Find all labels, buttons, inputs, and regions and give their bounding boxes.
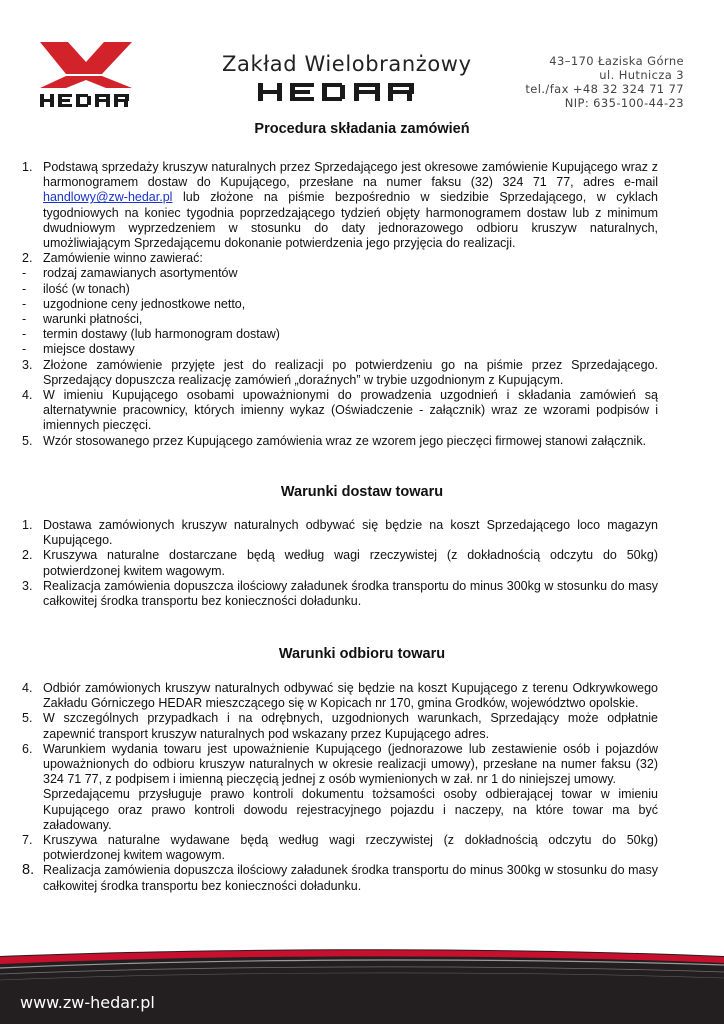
bullet-text: miejsce dostawy — [43, 342, 135, 357]
item-number: 1. — [22, 518, 33, 532]
item-number: 5. — [22, 433, 33, 448]
item-number: 7. — [22, 833, 33, 848]
pickup-terms-list — [22, 681, 658, 894]
item-text: Odbiór zamówionych kruszyw naturalnych odbywać się będzie na koszt Kupującego z terenu Odkrywkowego Zakładu Górniczego HEDAR mieszczącego się w Kopicach nr 170, gmina Grodków, województwo opolskie. — [43, 681, 658, 711]
list-item — [22, 742, 658, 788]
list-item — [22, 251, 658, 266]
item-number: 3. — [22, 357, 33, 372]
address-line: 43–170 Łaziska Górne — [549, 54, 684, 68]
bullet-dash: - — [22, 281, 27, 296]
bullet-item — [22, 312, 658, 327]
item-text: Realizacja zamówienia dopuszcza ilościowy załadunek środka transportu do minus 300kg w stosunku do masy całkowitej środka transportu bez konieczności doładunku. — [43, 863, 658, 893]
section-title-order-procedure: Procedura składania zamówień — [254, 121, 470, 137]
bullet-item — [22, 282, 658, 297]
company-address — [525, 54, 684, 110]
item-number: 1. — [22, 160, 33, 174]
item-text: Warunkiem wydania towaru jest upoważnienie Kupującego (jednorazowe lub zestawienie osób i pojazdów upoważnionych do odbioru kruszyw naturalnych w okresie realizacji umowy), przesłane na numer faksu (32) 324 71 77, z podpisem i imienną pieczęcią jednej z osób wymienionych w zał. nr 1 do niniejszej umowy. — [43, 741, 658, 787]
list-item — [22, 833, 658, 863]
tax-id: NIP: 635-100-44-23 — [564, 96, 684, 110]
item-text: Kruszywa naturalne wydawane będą według wagi rzeczywistej (z dokładnością odczytu do 50kg) potwierdzonej kwitem wagowym. — [43, 833, 658, 863]
item-text: Wzór stosowanego przez Kupującego zamówienia wraz ze wzorem jego pieczęci firmowej stanowi załącznik. — [43, 433, 647, 448]
item-text: Zamówienie winno zawierać: — [43, 251, 203, 266]
bullet-dash: - — [22, 327, 27, 342]
item-number: 5. — [22, 711, 33, 726]
list-item-continuation — [22, 787, 658, 833]
bullet-item — [22, 297, 658, 312]
list-item — [22, 434, 658, 449]
footer-website-link[interactable]: www.zw-hedar.pl — [20, 993, 155, 1012]
item-number: 6. — [22, 741, 33, 756]
item-number: 2. — [22, 251, 33, 266]
item-text: Dostawa zamówionych kruszyw naturalnych odbywać się będzie na koszt Sprzedającego loco magazyn Kupującego. — [43, 518, 658, 548]
item-number: 2. — [22, 548, 33, 563]
phone-fax: tel./fax +48 32 324 71 77 — [525, 82, 684, 96]
item-text: Realizacja zamówienia dopuszcza ilościowy załadunek środka transportu do minus 300kg w stosunku do masy całkowitej środka transportu bez konieczności doładunku. — [43, 578, 658, 609]
section-title-pickup-terms: Warunki odbioru towaru — [278, 646, 446, 662]
bullet-dash: - — [22, 312, 27, 327]
address-line: ul. Hutnicza 3 — [599, 68, 684, 82]
list-item — [22, 681, 658, 711]
item-number: 4. — [22, 681, 33, 695]
hedar-wordmark — [258, 83, 420, 101]
bullet-item — [22, 342, 658, 357]
item-text: Sprzedającemu przysługuje prawo kontroli dokumentu tożsamości osoby odbierającej towar w imieniu Kupującego oraz prawo kontroli dowodu rejestracyjnego pojazdu i naczepy, na które towar ma być załadowany. — [43, 787, 658, 832]
bullet-text: ilość (w tonach) — [43, 281, 130, 296]
list-item — [22, 358, 658, 388]
bullet-dash: - — [22, 342, 27, 357]
section-title-delivery-terms: Warunki dostaw towaru — [280, 484, 444, 500]
list-item — [22, 388, 658, 434]
bullet-dash: - — [22, 296, 27, 311]
bullet-text: uzgodnione ceny jednostkowe netto, — [43, 296, 246, 311]
item-text — [43, 160, 658, 251]
list-item — [22, 160, 658, 251]
item-number: 4. — [22, 388, 33, 403]
bullet-text: warunki płatności, — [43, 312, 143, 327]
item-text: Kruszywa naturalne dostarczane będą według wagi rzeczywistej (z dokładnością odczytu do 50kg) potwierdzonej kwitem wagowym. — [43, 548, 658, 578]
bullet-item — [22, 266, 658, 281]
item-text: Złożone zamówienie przyjęte jest do realizacji po potwierdzeniu go na piśmie przez Sprzedającego. Sprzedający dopuszcza realizację zamówień „doraźnych” w trybie uzgodnionym z Kupującym. — [43, 357, 658, 387]
order-procedure-list — [22, 160, 658, 449]
item-text: W szczególnych przypadkach i na odrębnych, uzgodnionych warunkach, Sprzedający może odpłatnie zapewnić transport kruszyw naturalnych pod wskazany przez Kupującego adres. — [43, 711, 658, 741]
list-item — [22, 711, 658, 741]
bullet-item — [22, 327, 658, 342]
item-text-part: lub złożone na piśmie bezpośrednio w siedzibie Sprzedającego, w cyklach tygodniowych na koniec tygodnia poprzedzającego tydzień objęty harmonogramem dostaw lub z minimum dwudniowym wyprzedzeniem w stosunku do daty jednorazowego odbioru kruszyw naturalnych, umożliwiającym Sprzedającemu dokonanie potwierdzenia jego przyjęcia do realizacji. — [43, 190, 658, 251]
bullet-dash: - — [22, 266, 27, 281]
item-number: 3. — [22, 578, 33, 593]
list-item — [22, 518, 658, 548]
company-title: Zakład Wielobranżowy — [222, 52, 472, 76]
list-item — [22, 863, 658, 893]
bullet-text: termin dostawy (lub harmonogram dostaw) — [43, 327, 280, 342]
item-text: W imieniu Kupującego osobami upoważnionymi do prowadzenia uzgodnień i składania zamówień są alternatywnie pracownicy, których imienny wykaz (Oświadczenie - załącznik) wraz ze wzorami podpisów i imiennych pieczęci. — [43, 388, 658, 433]
hedar-logo — [36, 40, 136, 108]
list-item — [22, 548, 658, 578]
item-text-part: Podstawą sprzedaży kruszyw naturalnych przez Sprzedającego jest okresowe zamówienie Kupującego wraz z harmonogramem dostaw do Kupującego, przesłane na numer faksu (32) 324 71 77, adres e-mail — [43, 160, 658, 190]
list-item — [22, 579, 658, 609]
email-link[interactable]: handlowy@zw-hedar.pl — [43, 190, 173, 205]
item-number: 8. — [22, 862, 35, 879]
bullet-text: rodzaj zamawianych asortymentów — [43, 266, 238, 281]
delivery-terms-list — [22, 518, 658, 609]
